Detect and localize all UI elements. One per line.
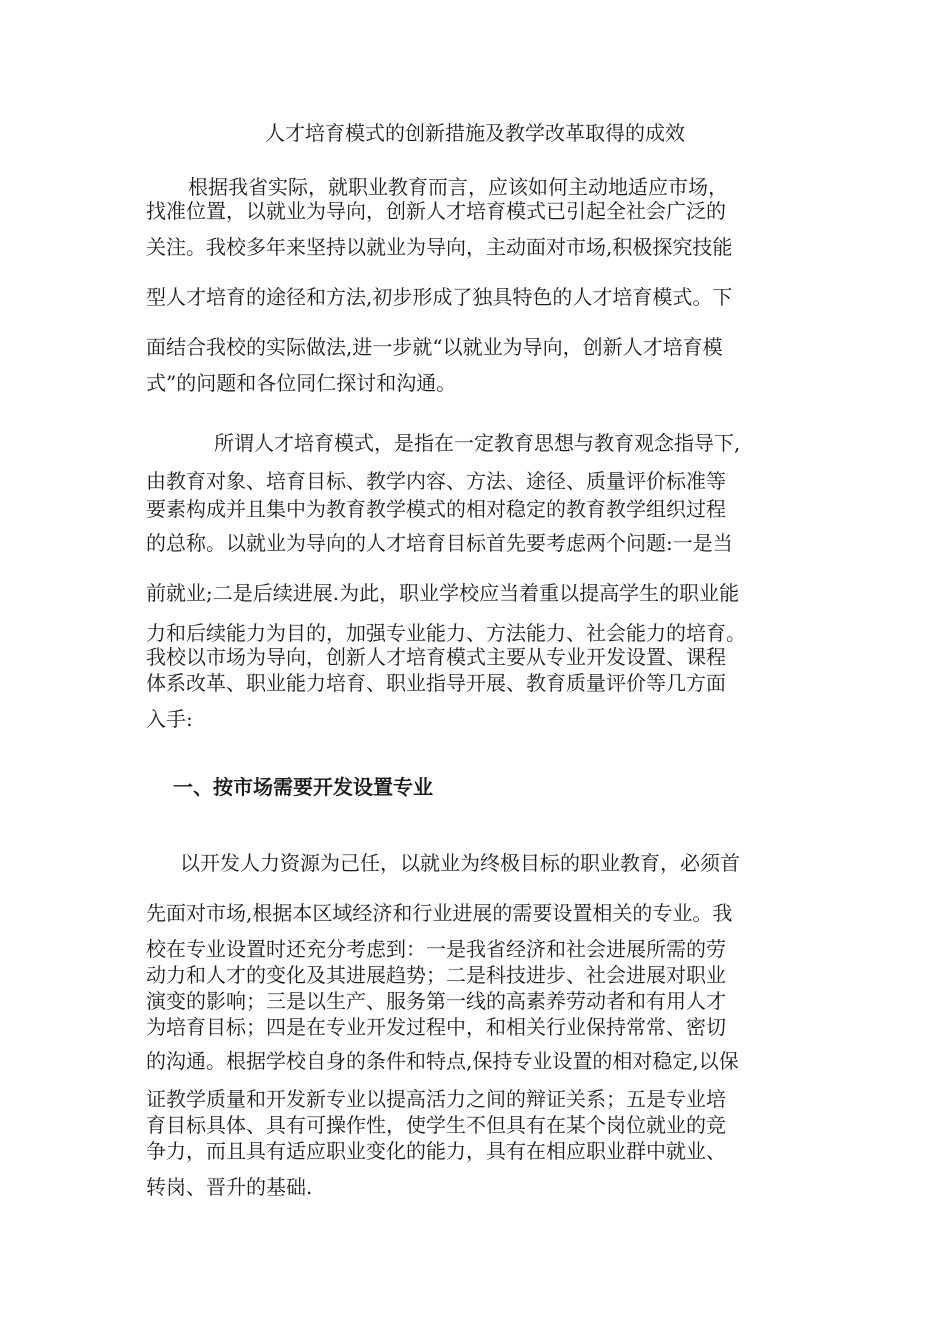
section-paragraph-line-7: 的沟通。根据学校自身的条件和特点,保持专业设置的相对稳定,以保 — [146, 1049, 739, 1073]
paragraph-2-line-4: 的总称。以就业为导向的人才培育目标首先要考虑两个问题:一是当 — [146, 531, 733, 555]
paragraph-2-line-2: 由教育对象、培育目标、教学内容、方法、途径、质量评价标准等 — [146, 469, 726, 493]
section-paragraph-line-11: 转岗、晋升的基础. — [146, 1175, 313, 1199]
paragraph-1-line-5: 面结合我校的实际做法,进一步就“以就业为导向，创新人才培育模 — [146, 335, 723, 359]
section-paragraph-line-4: 动力和人才的变化及其进展趋势；二是科技进步、社会进展对职业 — [146, 963, 726, 987]
paragraph-1-line-1: 根据我省实际，就职业教育而言，应该如何主动地适应市场， — [188, 175, 728, 199]
paragraph-2-line-8: 体系改革、职业能力培育、职业指导开展、教育质量评价等几方面 — [146, 671, 726, 695]
section-paragraph-line-2: 先面对市场,根据本区域经济和行业进展的需要设置相关的专业。我 — [146, 901, 733, 925]
paragraph-1-line-4: 型人才培育的途径和方法,初步形成了独具特色的人才培育模式。下 — [146, 285, 733, 309]
section-paragraph-line-5: 演变的影响；三是以生产、服务第一线的高素养劳动者和有用人才 — [146, 989, 726, 1013]
paragraph-2-line-1: 所谓人才培育模式，是指在一定教育思想与教育观念指导下, — [214, 431, 741, 455]
section-heading: 一、按市场需要开发设置专业 — [173, 775, 433, 799]
section-paragraph-line-6: 为培育目标；四是在专业开发过程中，和相关行业保持常常、密切 — [146, 1015, 726, 1039]
section-paragraph-line-8: 证教学质量和开发新专业以提高活力之间的辩证关系；五是专业培 — [146, 1087, 726, 1111]
section-paragraph-line-9: 育目标具体、具有可操作性，使学生不但具有在某个岗位就业的竞 — [146, 1113, 726, 1137]
paragraph-1-line-6: 式”的问题和各位同仁探讨和沟通。 — [146, 371, 457, 395]
paragraph-1-line-2: 找准位置，以就业为导向，创新人才培育模式已引起全社会广泛的 — [146, 199, 726, 223]
paragraph-2-line-9: 入手: — [146, 707, 193, 731]
document-title: 人才培育模式的创新措施及教学改革取得的成效 — [265, 121, 685, 145]
section-paragraph-line-10: 争力，而且具有适应职业变化的能力，具有在相应职业群中就业、 — [146, 1139, 726, 1163]
paragraph-2-line-5: 前就业;二是后续进展.为此，职业学校应当着重以提高学生的职业能 — [146, 581, 740, 605]
paragraph-2-line-7: 我校以市场为导向，创新人才培育模式主要从专业开发设置、课程 — [146, 645, 726, 669]
section-paragraph-line-3: 校在专业设置时还充分考虑到：一是我省经济和社会进展所需的劳 — [146, 937, 726, 961]
paragraph-1-line-3: 关注。我校多年来坚持以就业为导向，主动面对市场,积极探究技能 — [146, 235, 733, 259]
section-paragraph-line-1: 以开发人力资源为己任，以就业为终极目标的职业教育，必须首 — [180, 851, 740, 875]
paragraph-2-line-3: 要素构成并且集中为教育教学模式的相对稳定的教育教学组织过程 — [146, 497, 726, 521]
paragraph-2-line-6: 力和后续能力为目的，加强专业能力、方法能力、社会能力的培育。 — [146, 621, 746, 645]
